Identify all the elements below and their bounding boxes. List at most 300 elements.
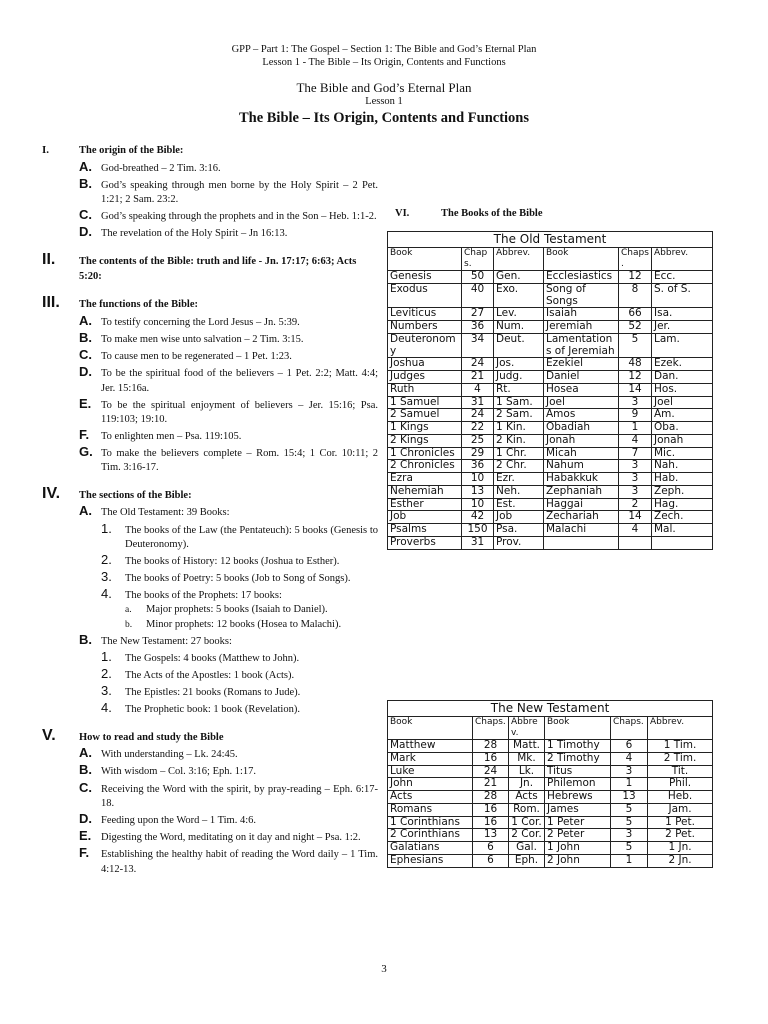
table-row [388,434,713,447]
column-header: Abbrev. [509,717,545,740]
list-item [79,427,378,444]
sub-sub-item-letter: a. [125,605,132,616]
column-header: Chaps. [473,717,509,740]
table-cell: Zeph. [652,485,713,498]
table-cell: 10 [462,498,494,511]
table-cell: 22 [462,422,494,435]
table-row [388,321,713,334]
table-cell: 66 [619,308,652,321]
item-text: With wisdom – Col. 3:16; Eph. 1:17. [101,766,257,778]
item-text: God’s speaking through the prophets and in the Son – Heb. 1:1-2. [101,211,377,223]
table-cell: Joshua [388,358,462,371]
list-item [79,762,378,779]
table-cell: Isaiah [544,308,619,321]
table-cell: 6 [611,740,648,753]
item-text: To cause men to be regenerated – 1 Pet. 1:23. [101,351,292,363]
section-title: The origin of the Bible: [79,145,184,156]
table-cell: Zech. [652,511,713,524]
item-text: The revelation of the Holy Spirit – Jn 16:13. [101,228,288,240]
table-cell: Lk. [509,765,545,778]
outline-column [42,140,378,877]
table-cell: Galatians [388,842,473,855]
table-cell: 24 [462,358,494,371]
table-cell: 1 Tim. [648,740,713,753]
table-cell: Judges [388,371,462,384]
table-cell: 3 [619,473,652,486]
table-cell: Neh. [494,485,544,498]
table-cell: Mic. [652,447,713,460]
table-caption: The New Testament [388,701,713,717]
table-cell: 16 [473,816,509,829]
table-cell: Prov. [494,536,544,549]
item-text: God-breathed – 2 Tim. 3:16. [101,162,221,174]
table-cell: 7 [619,447,652,460]
table-cell: 1 Jn. [648,842,713,855]
item-letter: A. [79,158,92,174]
table-cell: Haggai [544,498,619,511]
item-text: To make men wise unto salvation – 2 Tim. 3:15. [101,334,304,346]
table-cell: 2 Sam. [494,409,544,422]
list-item [79,330,378,347]
sub-item-number: 4. [101,586,112,602]
table-cell: Hos. [652,383,713,396]
table-cell: 25 [462,434,494,447]
sub-sub-item-text: Minor prophets: 12 books (Hosea to Malachi). [146,618,342,630]
table-cell: 24 [462,409,494,422]
table-cell: 1 Corinthians [388,816,473,829]
table-cell: Ezek. [652,358,713,371]
table-cell: 2 Timothy [545,752,611,765]
table-cell: Joel [544,396,619,409]
header-line-2: Lesson 1 - The Bible – Its Origin, Contents and Functions [262,57,506,68]
table-cell: 50 [462,271,494,284]
table-cell: Ezr. [494,473,544,486]
table-cell: Exodus [388,283,462,308]
table-cell: 1 Samuel [388,396,462,409]
table-cell: 24 [473,765,509,778]
table-row [388,536,713,549]
table-cell: 10 [462,473,494,486]
item-text: To be the spiritual food of the believers – 1 Pet. 2:2; Matt. 4:4; Jer. 15:16a. [101,368,378,394]
table-cell: 28 [473,791,509,804]
page-subtitle: The Bible – Its Origin, Contents and Functions [238,110,530,126]
table-cell: 9 [619,409,652,422]
item-letter: C. [79,347,92,363]
item-letter: D. [79,224,92,240]
table-cell: Judg. [494,371,544,384]
table-row [388,308,713,321]
sub-item-text: The Gospels: 4 books (Matthew to John). [125,652,300,664]
table-cell: Hag. [652,498,713,511]
table-cell: 34 [462,333,494,358]
table-cell: Daniel [544,371,619,384]
table-row [388,842,713,855]
table-header-row [388,717,713,740]
table-cell: Mal. [652,524,713,537]
table-cell: 3 [611,765,648,778]
table-cell: Eph. [509,854,545,867]
column-header: Abbrev. [652,248,713,271]
table-cell: 42 [462,511,494,524]
sub-item [101,666,378,683]
table-cell: 16 [473,803,509,816]
table-row [388,358,713,371]
table-cell: 4 [619,434,652,447]
sub-item [101,552,378,569]
table-cell: 1 [619,422,652,435]
table-cell: 1 [611,778,648,791]
section-books-of-bible [395,208,543,219]
table-cell: Mark [388,752,473,765]
table-cell: Rt. [494,383,544,396]
sub-sub-item [125,603,378,617]
sub-sub-item-text: Major prophets: 5 books (Isaiah to Daniel). [146,604,328,616]
table-cell: 4 [619,524,652,537]
table-row [388,473,713,486]
section-functions [42,294,378,313]
column-header: Chaps. [619,248,652,271]
table-cell: Jeremiah [544,321,619,334]
table-cell: Gen. [494,271,544,284]
item-letter: G. [79,444,93,460]
table-cell: Esther [388,498,462,511]
table-cell: 40 [462,283,494,308]
item-letter: A. [79,503,92,519]
table-cell: Acts [509,791,545,804]
column-header: Book [388,717,473,740]
table-row [388,829,713,842]
table-cell: Luke [388,765,473,778]
table-cell: Num. [494,321,544,334]
table-cell: Phil. [648,778,713,791]
sub-item-text: The Prophetic book: 1 book (Revelation). [125,704,300,716]
table-cell: Est. [494,498,544,511]
table-cell: 2 Kings [388,434,462,447]
table-cell: S. of S. [652,283,713,308]
item-letter: D. [79,811,92,826]
table-row [388,271,713,284]
sub-item-text: The books of History: 12 books (Joshua to Esther). [125,555,340,567]
sub-item-text: The Epistles: 21 books (Romans to Jude). [125,687,301,699]
table-row [388,803,713,816]
item-text: To be the spiritual enjoyment of believers – Jer. 15:16; Psa. 119:103; 19:10. [101,399,378,425]
table-cell: 14 [619,511,652,524]
table-cell: Song of Songs [544,283,619,308]
table-cell: 150 [462,524,494,537]
table-cell: 13 [611,791,648,804]
table-cell: 52 [619,321,652,334]
section-number: IV. [42,484,61,502]
item-letter: A. [79,312,92,328]
item-letter: E. [79,828,92,844]
table-cell: 29 [462,447,494,460]
table-row [388,816,713,829]
table-cell: Habakkuk [544,473,619,486]
section-title: The functions of the Bible: [79,299,199,311]
sub-item-text: The books of Poetry: 5 books (Job to Song of Songs). [125,573,351,585]
table-cell: 28 [473,740,509,753]
item-letter: A. [79,745,92,761]
table-cell: Heb. [648,791,713,804]
table-cell: Mk. [509,752,545,765]
table-cell: 1 Pet. [648,816,713,829]
table-cell: 2 Kin. [494,434,544,447]
table-cell: 6 [473,842,509,855]
column-header: Book [388,248,462,271]
table-cell: Hab. [652,473,713,486]
table-cell: Genesis [388,271,462,284]
table-cell: Zephaniah [544,485,619,498]
table-row [388,383,713,396]
table-cell: Ruth [388,383,462,396]
table-cell: Jam. [648,803,713,816]
table-row [388,765,713,778]
table-cell: 1 [611,854,648,867]
table-cell: Leviticus [388,308,462,321]
table-cell: Jn. [509,778,545,791]
table-cell: Numbers [388,321,462,334]
list-item [79,313,378,330]
table-cell: Zechariah [544,511,619,524]
item-text: The New Testament: 27 books: [101,635,232,647]
item-letter: C. [79,207,92,223]
item-text: To enlighten men – Psa. 119:105. [101,431,242,443]
table-cell: 1 Timothy [545,740,611,753]
table-cell: 3 [619,485,652,498]
table-row [388,396,713,409]
table-cell: 2 Tim. [648,752,713,765]
table-row [388,485,713,498]
section-title: The contents of the Bible: truth and life - Jn. 17:17; 6:63; Acts 5:20: [79,255,357,283]
list-item [79,828,378,845]
table-caption: The Old Testament [388,232,713,248]
section-contents [42,251,378,286]
table-cell: Ephesians [388,854,473,867]
table-row [388,460,713,473]
list-item [79,444,378,475]
table-cell: 1 Sam. [494,396,544,409]
table-cell: Nehemiah [388,485,462,498]
table-row [388,333,713,358]
list-item [79,396,378,427]
section-number: III. [42,294,60,312]
list-item [79,811,378,828]
sub-item [101,683,378,700]
table-row [388,752,713,765]
table-cell: 4 [462,383,494,396]
table-cell: Titus [545,765,611,778]
table-header-row [388,248,713,271]
table-cell: James [545,803,611,816]
table-cell: Lam. [652,333,713,358]
table-cell: 2 Chr. [494,460,544,473]
section-title: The sections of the Bible: [79,489,192,501]
sub-item-number: 3. [101,569,112,585]
table-cell: 48 [619,358,652,371]
table-cell: John [388,778,473,791]
table-row [388,854,713,867]
table-cell: 5 [619,333,652,358]
table-cell [619,536,652,549]
column-header: Book [545,717,611,740]
table-cell: 31 [462,536,494,549]
column-header: Abbrev. [648,717,713,740]
item-letter: B. [79,330,92,346]
table-cell: 2 John [545,854,611,867]
section-number: II. [42,250,56,268]
table-cell: Nah. [652,460,713,473]
list-item [79,780,378,811]
table-cell: 31 [462,396,494,409]
table-cell: Jonah [652,434,713,447]
table-row [388,283,713,308]
section-title: How to read and study the Bible [79,731,224,743]
item-text: The Old Testament: 39 Books: [101,507,230,519]
old-testament-table [387,231,713,550]
table-cell: 3 [619,460,652,473]
table-row [388,498,713,511]
table-cell: Isa. [652,308,713,321]
item-letter: B. [79,631,92,647]
table-cell: Micah [544,447,619,460]
table-cell: Oba. [652,422,713,435]
table-cell: Romans [388,803,473,816]
section-number: VI. [395,208,410,219]
table-cell: 5 [611,842,648,855]
table-cell: 1 John [545,842,611,855]
table-cell: 1 Kings [388,422,462,435]
list-item [79,632,378,649]
sub-item [101,586,378,603]
table-cell: 27 [462,308,494,321]
table-row [388,447,713,460]
item-letter: D. [79,364,92,380]
sub-item-number: 3. [101,683,112,699]
table-cell: Exo. [494,283,544,308]
table-row [388,778,713,791]
table-cell: Jer. [652,321,713,334]
table-cell: 1 Peter [545,816,611,829]
item-text: With understanding – Lk. 24:45. [101,749,238,761]
sub-item-number: 2. [101,551,112,567]
sub-item-number: 1. [101,648,112,664]
table-cell: 36 [462,460,494,473]
column-header: Chaps. [462,248,494,271]
sub-item [101,649,378,666]
list-item [79,503,378,520]
page-number: 3 [381,963,387,975]
item-text: Establishing the healthy habit of reading the Word daily – 1 Tim. 4:12-13. [101,849,378,875]
section-number: I. [42,144,50,156]
item-text: Feeding upon the Word – 1 Tim. 4:6. [101,815,257,826]
table-cell: 1 Chronicles [388,447,462,460]
column-header: Book [544,248,619,271]
table-cell: 2 Peter [545,829,611,842]
table-cell: Job [494,511,544,524]
table-cell: 3 [611,829,648,842]
list-item [79,224,378,241]
item-text: Receiving the Word with the spirit, by pray-reading – Eph. 6:17-18. [101,783,378,809]
table-cell: 14 [619,383,652,396]
item-letter: C. [79,779,92,795]
table-cell: Amos [544,409,619,422]
table-cell: Dan. [652,371,713,384]
section-how-to-read [42,727,378,746]
table-cell: 4 [611,752,648,765]
table-cell: Philemon [545,778,611,791]
item-letter: B. [79,175,92,191]
table-cell: Gal. [509,842,545,855]
table-cell: 5 [611,816,648,829]
table-cell: 3 [619,396,652,409]
table-cell: Job [388,511,462,524]
table-cell: Matthew [388,740,473,753]
sub-item-number: 2. [101,666,112,682]
table-cell: Nahum [544,460,619,473]
table-cell: Tit. [648,765,713,778]
table-cell: Obadiah [544,422,619,435]
sub-item-number: 1. [101,520,112,536]
sub-item [101,700,378,717]
table-cell: 8 [619,283,652,308]
table-cell: Deut. [494,333,544,358]
table-cell: Ezekiel [544,358,619,371]
table-cell: Psa. [494,524,544,537]
table-cell: Ezra [388,473,462,486]
section-number: V. [42,726,56,744]
page-title: The Bible and God’s Eternal Plan [296,80,472,95]
table-cell: 13 [462,485,494,498]
table-cell: Hebrews [545,791,611,804]
table-cell: 12 [619,371,652,384]
table-cell: 2 Cor. [509,829,545,842]
table-cell: Hosea [544,383,619,396]
list-item [79,347,378,364]
table-cell: Psalms [388,524,462,537]
lesson-label: Lesson 1 [365,96,403,107]
list-item [79,745,378,762]
table-cell: 1 Cor. [509,816,545,829]
item-text: To make the believers complete – Rom. 15:4; 1 Cor. 10:11; 2 Tim. 3:16-17. [101,448,378,474]
table-cell: 2 Chronicles [388,460,462,473]
list-item [79,176,378,207]
table-row [388,409,713,422]
table-row [388,740,713,753]
table-cell: 21 [473,778,509,791]
table-cell: 13 [473,829,509,842]
list-item [79,159,378,176]
list-item [79,845,378,876]
list-item [79,207,378,224]
sub-item-text: The books of the Prophets: 17 books: [125,590,282,602]
section-sections [42,485,378,504]
table-cell: 12 [619,271,652,284]
table-cell: 2 [619,498,652,511]
sub-item-text: The books of the Law (the Pentateuch): 5 books (Genesis to Deuteronomy). [125,524,378,550]
table-cell: Ecclesiastics [544,271,619,284]
table-cell: Ecc. [652,271,713,284]
sub-item [101,521,378,552]
sub-item-number: 4. [101,700,112,716]
table-cell: Proverbs [388,536,462,549]
table-cell: 2 Jn. [648,854,713,867]
table-cell: 1 Kin. [494,422,544,435]
table-cell: 16 [473,752,509,765]
table-row [388,422,713,435]
table-cell: 2 Pet. [648,829,713,842]
list-item [79,364,378,395]
table-cell: Acts [388,791,473,804]
